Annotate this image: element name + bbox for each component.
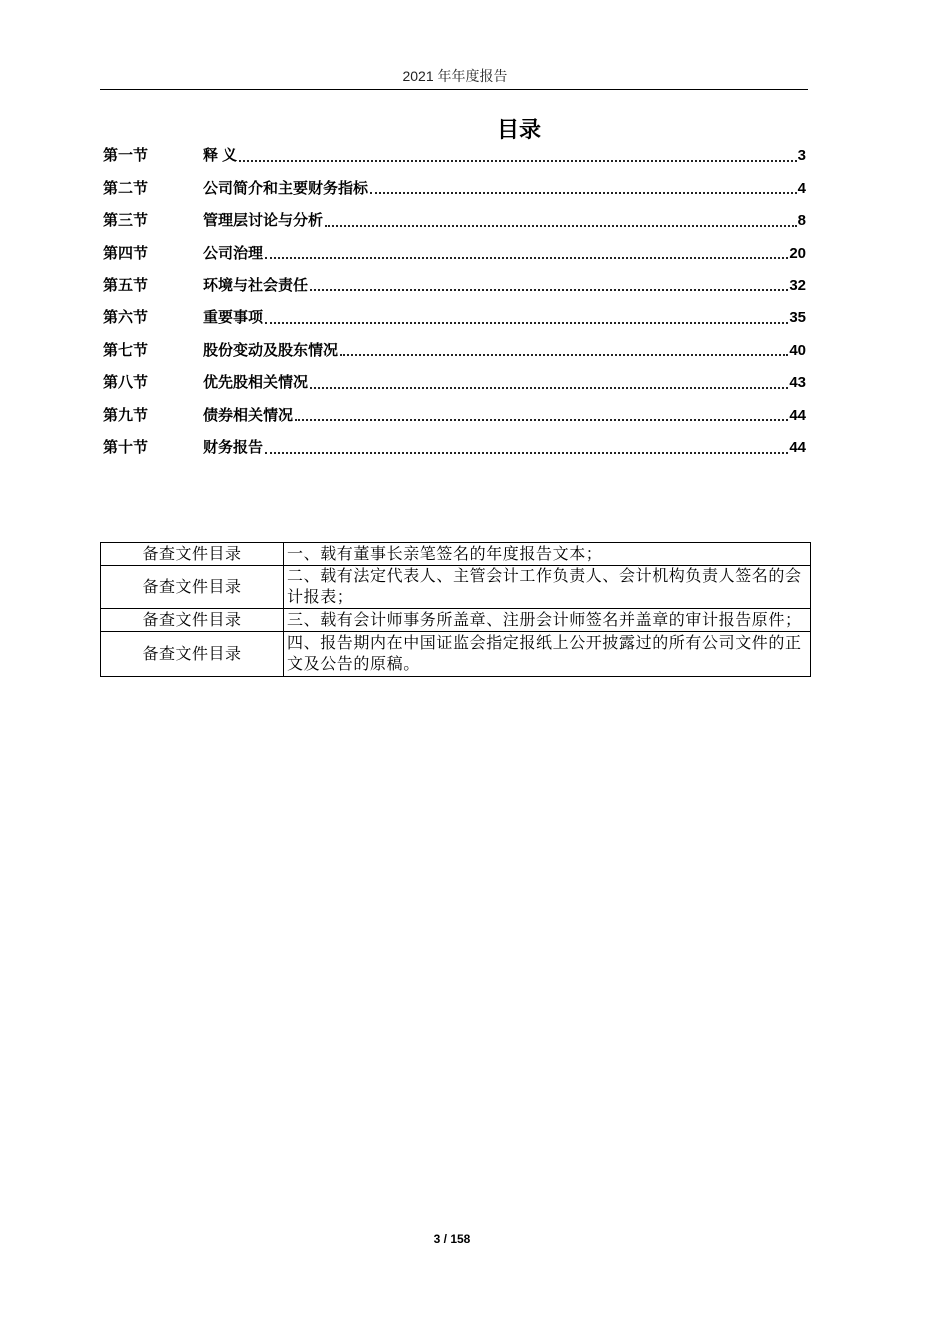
toc-section-title: 债券相关情况: [203, 406, 294, 424]
toc-page-number: 20: [789, 244, 806, 262]
toc-dot-leader: [265, 257, 788, 259]
toc-page-number: 8: [797, 212, 806, 230]
toc-dot-leader: [295, 419, 788, 421]
toc-section-number: 第十节: [103, 439, 149, 457]
toc-section-number: 第二节: [103, 179, 149, 197]
toc-section-title: 管理层讨论与分析: [203, 212, 324, 230]
toc-dot-leader: [265, 452, 788, 454]
toc-title: 目录: [496, 117, 541, 142]
toc-entry-4[interactable]: [103, 237, 806, 269]
reference-text-cell: 一、载有董事长亲笔签名的年度报告文本；: [284, 543, 811, 566]
toc-page-number: 3: [797, 147, 806, 165]
toc-entry-1[interactable]: [103, 140, 806, 172]
toc-entry-8[interactable]: [103, 367, 806, 399]
reference-label-cell: 备查文件目录: [101, 609, 284, 632]
toc-section-number: 第一节: [103, 147, 149, 165]
running-header-title: 2021 年年度报告: [402, 68, 508, 84]
toc-section-title: 环境与社会责任: [203, 276, 309, 294]
toc-entry-5[interactable]: [103, 270, 806, 302]
reference-text-cell: 二、载有法定代表人、主管会计工作负责人、会计机构负责人签名的会计报表；: [284, 566, 811, 609]
toc-entry-6[interactable]: [103, 302, 806, 334]
toc-entry-3[interactable]: [103, 205, 806, 237]
toc-entry-10[interactable]: [103, 432, 806, 464]
toc-entry-9[interactable]: [103, 400, 806, 432]
toc-page-number: 43: [789, 374, 806, 392]
table-of-contents: [103, 140, 806, 464]
reference-documents-table: [100, 542, 811, 677]
toc-dot-leader: [265, 322, 788, 324]
toc-dot-leader: [340, 354, 788, 356]
toc-section-title: 重要事项: [203, 309, 264, 327]
table-row: [101, 566, 811, 609]
reference-label-cell: 备查文件目录: [101, 566, 284, 609]
header-rule: [100, 89, 808, 90]
toc-section-title: 股份变动及股东情况: [203, 341, 339, 359]
toc-section-number: 第九节: [103, 406, 149, 424]
reference-label-cell: 备查文件目录: [101, 632, 284, 677]
toc-entry-2[interactable]: [103, 172, 806, 204]
table-row: [101, 632, 811, 677]
toc-section-number: 第六节: [103, 309, 149, 327]
toc-dot-leader: [310, 289, 788, 291]
toc-section-title: 释 义: [203, 147, 238, 165]
toc-page-number: 35: [789, 309, 806, 327]
toc-section-title: 公司治理: [203, 244, 264, 262]
table-row: [101, 543, 811, 566]
toc-section-title: 财务报告: [203, 439, 264, 457]
toc-section-number: 第七节: [103, 341, 149, 359]
toc-entry-7[interactable]: [103, 335, 806, 367]
page-number-footer: 3 / 158: [433, 1232, 471, 1246]
toc-dot-leader: [310, 387, 788, 389]
toc-section-number: 第三节: [103, 212, 149, 230]
toc-page-number: 32: [789, 276, 806, 294]
toc-dot-leader: [370, 192, 797, 194]
toc-section-title: 公司简介和主要财务指标: [203, 179, 369, 197]
toc-page-number: 44: [789, 439, 806, 457]
toc-section-number: 第四节: [103, 244, 149, 262]
toc-dot-leader: [239, 160, 796, 162]
toc-section-title: 优先股相关情况: [203, 374, 309, 392]
reference-text-cell: 三、载有会计师事务所盖章、注册会计师签名并盖章的审计报告原件；: [284, 609, 811, 632]
reference-text-cell: 四、报告期内在中国证监会指定报纸上公开披露过的所有公司文件的正文及公告的原稿。: [284, 632, 811, 677]
toc-section-number: 第五节: [103, 276, 149, 294]
toc-page-number: 4: [797, 179, 806, 197]
toc-section-number: 第八节: [103, 374, 149, 392]
toc-dot-leader: [325, 225, 797, 227]
reference-label-cell: 备查文件目录: [101, 543, 284, 566]
toc-page-number: 40: [789, 341, 806, 359]
table-row: [101, 609, 811, 632]
toc-page-number: 44: [789, 406, 806, 424]
